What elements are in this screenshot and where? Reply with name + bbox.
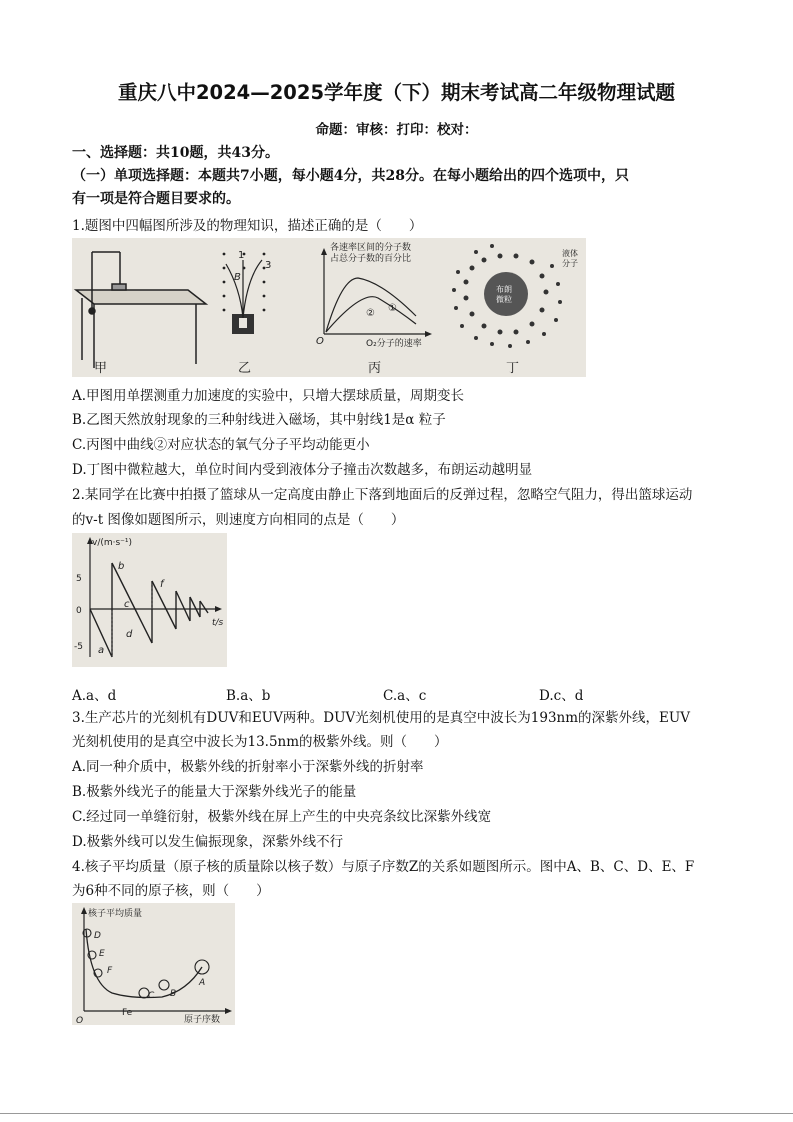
q2-stem-line2: 的v-t 图像如题图所示，则速度方向相同的点是（ ） — [72, 512, 405, 528]
vt-point-c: c — [124, 599, 130, 610]
speed-distribution-graph — [316, 241, 432, 349]
graph4-point-a: A — [199, 978, 206, 988]
graph4-origin: O — [76, 1016, 84, 1025]
ray-mark-1: 1 — [238, 250, 245, 261]
q4-stem-line2: 为6种不同的原子核，则（ ） — [72, 883, 270, 899]
graph4-point-f: F — [107, 966, 113, 976]
q1-option-d: D.丁图中微粒越大，单位时间内受到液体分子撞击次数越多，布朗运动越明显 — [72, 462, 533, 478]
vt-ylabel: v/(m·s⁻¹) — [92, 538, 133, 548]
q1-option-b: B.乙图天然放射现象的三种射线进入磁场，其中射线1是α 粒子 — [72, 412, 446, 428]
ray-mark-b: B — [234, 272, 241, 283]
fig-label-ding: 丁 — [506, 361, 520, 376]
fig-label-jia: 甲 — [94, 361, 108, 376]
vt-tick-0: 0 — [76, 606, 82, 616]
q3-option-a: A.同一种介质中，极紫外线的折射率小于深紫外线的折射率 — [72, 759, 424, 775]
graph-c-xlabel: O₂分子的速率 — [366, 339, 422, 349]
q3-option-b: B.极紫外线光子的能量大于深紫外线光子的能量 — [72, 784, 357, 800]
page-bottom-rule — [0, 1113, 793, 1114]
part-instructions-line2: 有一项是符合题目要求的。 — [72, 191, 240, 207]
graph-c-ylabel2: 占总分子数的百分比 — [330, 254, 412, 264]
q3-stem-line2: 光刻机使用的是真空中波长为13.5nm的极紫外线。则（ ） — [72, 734, 448, 750]
q1-option-c: C.丙图中曲线②对应状态的氧气分子平均动能更小 — [72, 437, 370, 453]
vt-point-d: d — [126, 629, 133, 640]
graph4-point-d: D — [94, 931, 101, 941]
q2-stem-line1: 2.某同学在比赛中拍摄了篮球从一定高度由静止下落到地面后的反弹过程，忽略空气阻力，得出篮球运动 — [72, 487, 693, 503]
graph4-ylabel: 核子平均质量 — [88, 909, 143, 919]
q3-option-d: D.极紫外线可以发生偏振现象，深紫外线不行 — [72, 834, 344, 850]
fig-label-bing: 丙 — [368, 361, 382, 376]
q2-vt-graph — [72, 533, 227, 667]
q2-option-d: D.c、d — [539, 688, 584, 704]
pendulum-diagram — [76, 252, 206, 368]
q3-stem-line1: 3.生产芯片的光刻机有DUV和EUV两种。DUV光刻机使用的是真空中波长为193nm的深紫外线，EUV — [72, 710, 691, 726]
vt-tick-5: 5 — [76, 574, 82, 584]
ray-mark-3: 3 — [265, 260, 272, 271]
liquid-label-1: 液体 — [562, 249, 578, 258]
graph4-xlabel: 原子序数 — [184, 1015, 221, 1025]
vt-xlabel: t/s — [212, 618, 224, 628]
q2-option-b: B.a、b — [226, 688, 271, 704]
curve-1-label: ① — [388, 303, 397, 314]
q3-option-c: C.经过同一单缝衍射，极紫外线在屏上产生的中央亮条纹比深紫外线宽 — [72, 809, 492, 825]
graph4-point-b: B — [170, 989, 177, 999]
q2-option-c: C.a、c — [383, 688, 427, 704]
liquid-label-2: 分子 — [562, 259, 578, 268]
radiation-diagram — [223, 250, 272, 334]
vt-point-f: f — [160, 579, 164, 590]
graph-c-origin: O — [316, 336, 324, 347]
exam-staff-line: 命题：审核：打印：校对： — [315, 122, 478, 138]
brownian-motion-diagram — [452, 244, 578, 348]
page-title: 重庆八中2024—2025学年度（下）期末考试高二年级物理试题 — [117, 81, 676, 104]
part-instructions-line1: （一）单项选择题：本题共7小题，每小题4分，共28分。在每小题给出的四个选项中，只 — [72, 168, 629, 184]
q1-stem: 1.题图中四幅图所涉及的物理知识，描述正确的是（ ） — [72, 218, 423, 234]
graph-c-ylabel1: 各速率区间的分子数 — [330, 243, 412, 253]
graph4-point-e: E — [99, 949, 105, 959]
fig-label-yi: 乙 — [238, 361, 252, 376]
q1-figure — [72, 238, 586, 377]
particle-label-2: 微粒 — [496, 295, 512, 304]
q4-binding-graph — [72, 903, 235, 1025]
vt-point-a: a — [98, 645, 105, 656]
vt-tick-neg5: -5 — [74, 642, 83, 652]
q4-stem-line1: 4.核子平均质量（原子核的质量除以核子数）与原子序数Z的关系如题图所示。图中A、B、C、D、E、F — [72, 859, 695, 875]
q2-option-a: A.a、d — [72, 688, 117, 704]
q1-option-a: A.甲图用单摆测重力加速度的实验中，只增大摆球质量，周期变长 — [72, 388, 465, 404]
curve-2-label: ② — [366, 308, 375, 319]
vt-point-b: b — [118, 561, 125, 572]
graph4-point-c: C — [148, 991, 155, 1001]
graph4-fe: Fe — [122, 1008, 133, 1018]
particle-label-1: 布朗 — [496, 285, 512, 294]
section-heading: 一、选择题：共10题，共43分。 — [72, 145, 279, 161]
